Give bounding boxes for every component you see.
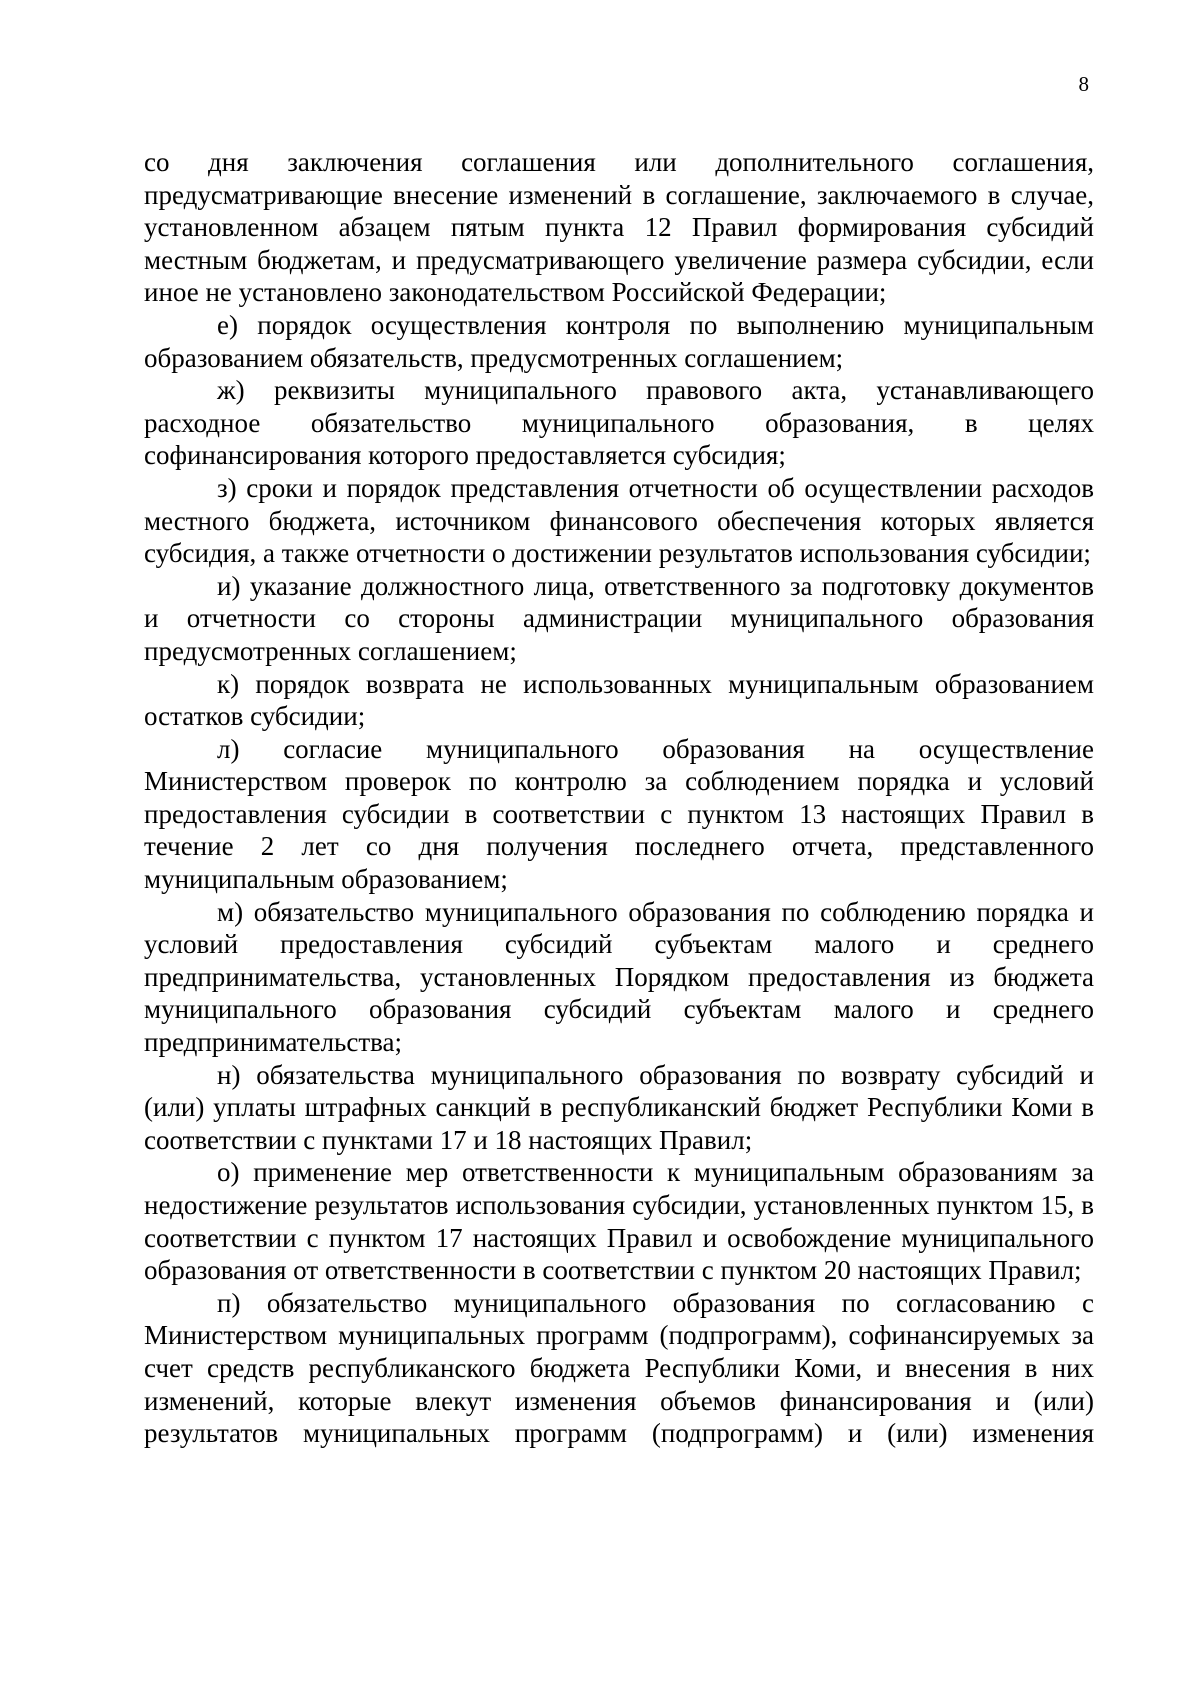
- paragraph-continuation: со дня заключения соглашения или дополнительного соглашения, предусматривающие внесение изменений в соглашение, заключаемого в случае, установленном абзацем пятым пункта 12 Правил формирования субсидий местным бюджетам, и предусматривающего увеличение размера субсидии, если иное не установлено законодательством Российской Федерации;: [144, 147, 1094, 308]
- paragraph-item-m: м) обязательство муниципального образования по соблюдению порядка и условий предоставления субсидий субъектам малого и среднего предпринимательства, установленных Порядком предоставления из бюджета муниципального образования субсидий субъектам малого и среднего предпринимательства;: [144, 896, 1094, 1058]
- paragraph-item-n: н) обязательства муниципального образования по возврату субсидий и (или) уплаты штрафных санкций в республиканский бюджет Республики Коми в соответствии с пунктами 17 и 18 настоящих Правил;: [144, 1059, 1094, 1155]
- paragraph-item-e: е) порядок осуществления контроля по выполнению муниципальным образованием обязательств, предусмотренных соглашением;: [144, 309, 1094, 373]
- paragraph-item-k: к) порядок возврата не использованных муниципальным образованием остатков субсидии;: [144, 668, 1094, 732]
- paragraph-item-o: о) применение мер ответственности к муниципальным образованиям за недостижение результатов использования субсидии, установленных пунктом 15, в соответствии с пунктом 17 настоящих Правил и освобождение муниципального образования от ответственности в соответствии с пунктом 20 настоящих Правил;: [144, 1157, 1094, 1286]
- paragraph-item-z: з) сроки и порядок представления отчетности об осуществлении расходов местного бюджета, источником финансового обеспечения которых является субсидия, а также отчетности о достижении результатов использования субсидии;: [144, 472, 1094, 569]
- page-number: 8: [1078, 72, 1089, 96]
- paragraph-item-i: и) указание должностного лица, ответственного за подготовку документов и отчетности со стороны администрации муниципального образования предусмотренных соглашением;: [144, 570, 1094, 666]
- paragraph-item-zh: ж) реквизиты муниципального правового акта, устанавливающего расходное обязательство муниципального образования, в целях софинансирования которого предоставляется субсидия;: [144, 375, 1094, 471]
- paragraph-item-p: п) обязательство муниципального образования по согласованию с Министерством муниципальных программ (подпрограмм), софинансируемых за счет средств республиканского бюджета Республики Коми, и внесения в них изменений, которые влекут изменения объемов финансирования и (или) результатов муниципальных программ (подпрограмм) и (или) изменения: [144, 1287, 1094, 1449]
- paragraph-item-l: л) согласие муниципального образования на осуществление Министерством проверок по контролю за соблюдением порядка и условий предоставления субсидии в соответствии с пунктом 13 настоящих Правил в течение 2 лет со дня получения последнего отчета, представленного муниципальным образованием;: [144, 733, 1094, 895]
- document-body: [144, 146, 1094, 1450]
